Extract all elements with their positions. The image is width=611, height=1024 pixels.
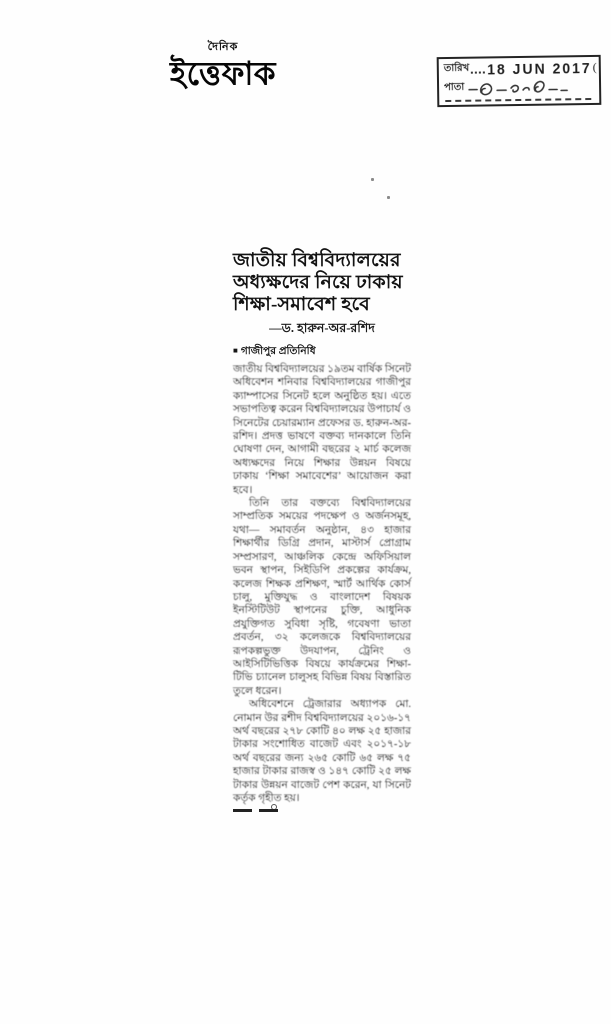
article-byline: —ড. হারুন-অর-রশিদ xyxy=(269,321,375,335)
masthead-title: ইত্তেফাক xyxy=(169,55,277,92)
dotted-leader xyxy=(471,63,485,73)
masthead-daily-label: দৈনিক xyxy=(207,41,239,53)
stamp-edge-mark: ( xyxy=(592,59,597,74)
date-stamp xyxy=(437,55,602,107)
stamp-page-row xyxy=(444,76,595,98)
end-of-article-rule xyxy=(233,809,411,812)
scan-speck xyxy=(371,178,374,181)
newspaper-masthead xyxy=(123,38,323,90)
article-headline xyxy=(233,250,411,316)
article-paragraph: জাতীয় বিশ্ববিদ্যালয়ের ১৯তম বার্ষিক সিনেট অধিবেশন শনিবার বিশ্ববিদ্যালয়ের গাজীপুর ক্যাম্পাসের সিনেট হলে অনুষ্ঠিত হয়। এতে সভাপতিত্ব করেন বিশ্ববিদ্যালয়ের উপাচার্য ও সিনেটের চেয়ারম্যান প্রফেসর ড. হারুন-অর-রশিদ। প্রদত্ত ভাষণে বক্তব্য দানকালে তিনি ঘোষণা দেন, আগামী বছরের ২ মার্চ কলেজ অধ্যক্ষদের নিয়ে শিক্ষার উন্নয়ন বিষয়ে ঢাকায় ‘শিক্ষা সমাবেশের’ আয়োজন করা হবে। xyxy=(233,364,411,496)
stamp-page-label: পাতা xyxy=(444,81,465,93)
article-paragraph: অধিবেশনে ট্রেজারার অধ্যাপক মো. নোমান উর রশীদ বিশ্ববিদ্যালয়ের ২০১৬-১৭ অর্থ বছরের ২৭৮ কোটি ৪০ লক্ষ ২৫ হাজার টাকার সংশোধিত বাজেট এবং ২০১৭-১৮ অর্থ বছরের জন্য ২৬৫ কোটি ৬৫ লক্ষ ৭৫ হাজার টাকার রাজস্ব ও ১৪৭ কোটি ২৫ লক্ষ টাকার উন্নয়ন বাজেট পেশ করেন, যা সিনেট কর্তৃক গৃহীত হয়। xyxy=(233,699,411,804)
stamp-date-value: 18 JUN 2017 xyxy=(487,59,592,78)
square-bullet-icon: ■ xyxy=(233,346,238,355)
handwritten-scribble xyxy=(467,78,585,98)
rule-dash xyxy=(259,809,278,812)
article-column xyxy=(233,250,411,812)
stamp-date-label: তারিখ xyxy=(443,62,470,75)
dateline-text: গাজীপুর প্রতিনিধি xyxy=(240,346,316,357)
headline-line-1: জাতীয় বিশ্ববিদ্যালয়ের xyxy=(233,250,401,271)
article-body xyxy=(233,363,411,805)
stamp-date-row xyxy=(444,59,595,78)
article-dateline xyxy=(233,344,411,361)
scan-speck xyxy=(387,196,390,199)
article-paragraph: তিনি তার বক্তব্যে বিশ্ববিদ্যালয়ের সাম্প্রতিক সময়ের পদক্ষেপ ও অর্জনসমূহ, যথা— সমাবর্তন অনুষ্ঠান, ৪৩ হাজার শিক্ষার্থীর ডিগ্রি প্রদান, মাস্টার্স প্রোগ্রাম সম্প্রসারণ, আঞ্চলিক কেন্দ্রে অফিসিয়াল ভবন স্থাপন, সিইডিপি প্রকল্পের কার্যক্রম, কলেজ শিক্ষক প্রশিক্ষণ, স্মার্ট আর্থিক কোর্স চালু, মুক্তিযুদ্ধ ও বাংলাদেশ বিষয়ক ইনস্টিটিউট স্থাপনের চুক্তি, আধুনিক প্রযুক্তিগত সুবিধা সৃষ্টি, গবেষণা ভাতা প্রবর্তন, ৩২ কলেজকে বিশ্ববিদ্যালয়ের রূপকল্পভুক্ত উদযাপন, ট্রেনিং ও আইসিটিভিত্তিক বিষয়ে কার্যক্রমের শিক্ষা-টিভি চ্যানেল চালুসহ বিভিন্ন বিষয় বিস্তারিত তুলে ধরেন। xyxy=(233,498,411,697)
headline-line-2: অধ্যক্ষদের নিয়ে ঢাকায় xyxy=(233,272,403,293)
rule-dash xyxy=(233,809,252,812)
stamp-dashed-line xyxy=(445,98,591,102)
headline-line-3: শিক্ষা-সমাবেশ হবে xyxy=(233,294,370,315)
